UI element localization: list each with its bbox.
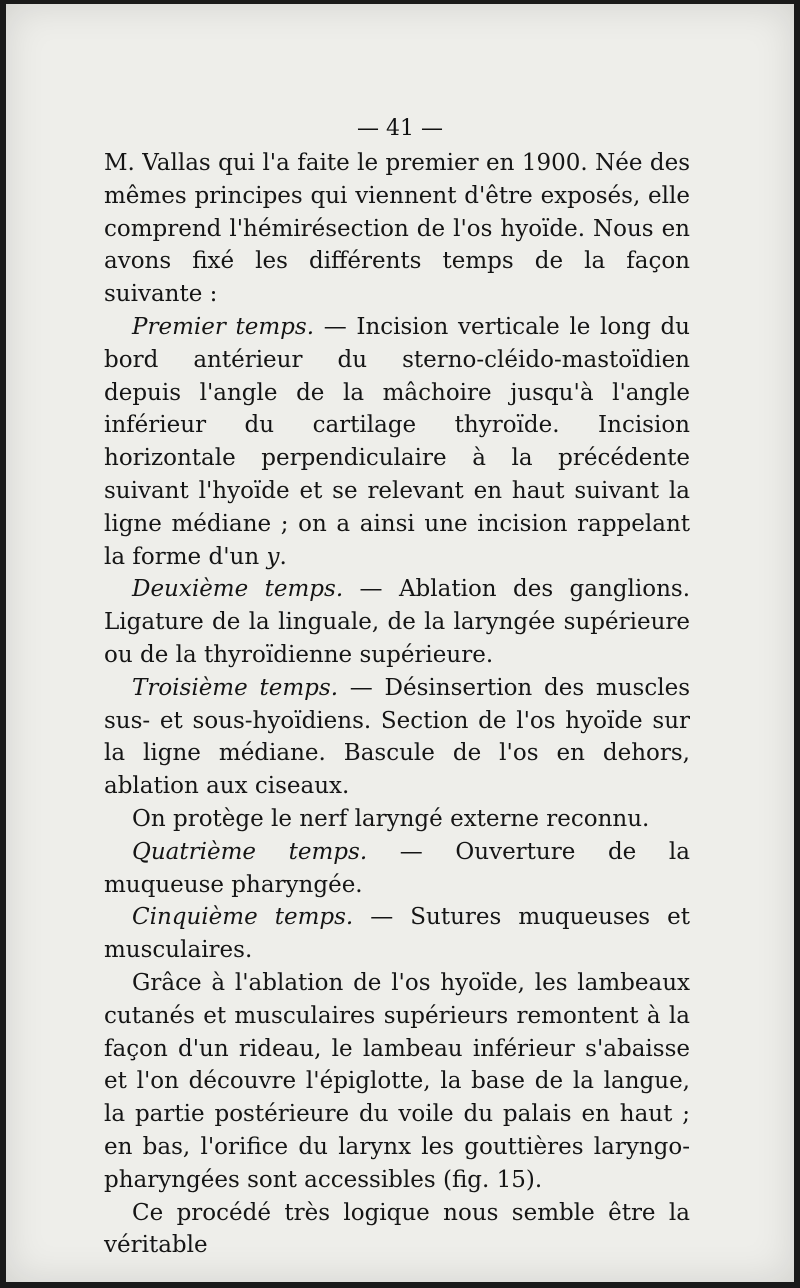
step-label: Cinquième temps. [132,904,354,931]
step-label: Premier temps. [132,313,315,340]
step-label: Troisième temps. [132,674,339,701]
paragraph-text: On protège le nerf laryngé externe reconnu. [132,805,650,832]
paragraph-text: — Ouverture de la muqueuse pharyngée. [104,838,690,898]
paragraph-text: M. Vallas qui l'a faite le premier en 1900. Née des mêmes principes qui viennent d'être exposés, elle comprend l'hémirésection de l'os hyoïde. Nous en avons fixé les différents temps de la façon suivante : [104,150,690,308]
paragraph-end: . [279,543,287,570]
paragraph-nerf [104,803,690,836]
paragraph-text: Grâce à l'ablation de l'os hyoïde, les lambeaux cutanés et musculaires supérieurs remontent à la façon d'un rideau, le lambeau inférieur s'abaisse et l'on découvre l'épiglotte, la base de la langue, la partie postérieure du voile du palais en haut ; en bas, l'orifice du larynx les gouttières laryngo-pharyngées sont accessibles (fig. 15). [104,969,690,1193]
paragraph-text: — Ablation des ganglions. Ligature de la linguale, de la laryngée supérieure ou de la thyroïdienne supérieure. [104,576,691,668]
paragraph-conclusion [104,1197,690,1263]
step-label: Quatrième temps. [132,838,368,865]
book-page [6,4,794,1282]
paragraph-text: Ce procédé très logique nous semble être la véritable [104,1199,690,1259]
paragraph-text: — Sutures muqueuses et musculaires. [104,904,690,964]
paragraph-deuxieme-temps [104,573,690,671]
body-text [104,147,690,1262]
letter-y: y [266,543,280,570]
paragraph-premier-temps [104,311,690,573]
paragraph-quatrieme-temps [104,836,690,902]
page-number: — 41 — [357,116,443,141]
paragraph-intro [104,147,690,311]
paragraph-cinquieme-temps [104,901,690,967]
step-label: Deuxième temps. [132,576,344,603]
paragraph-text: — Incision verticale le long du bord antérieur du sterno-cléido-mastoïdien depuis l'angle de la mâchoire jusqu'à l'angle inférieur du cartilage thyroïde. Incision horizontale perpendiculaire à la précédente suivant l'hyoïde et se relevant en haut suivant la ligne médiane ; on a ainsi une incision rappelant la forme d'un [104,313,690,570]
paragraph-troisieme-temps [104,672,690,803]
paragraph-text: — Désinsertion des muscles sus- et sous-hyoïdiens. Section de l'os hyoïde sur la ligne médiane. Bascule de l'os en dehors, ablation aux ciseaux. [104,674,691,800]
paragraph-grace [104,967,690,1197]
